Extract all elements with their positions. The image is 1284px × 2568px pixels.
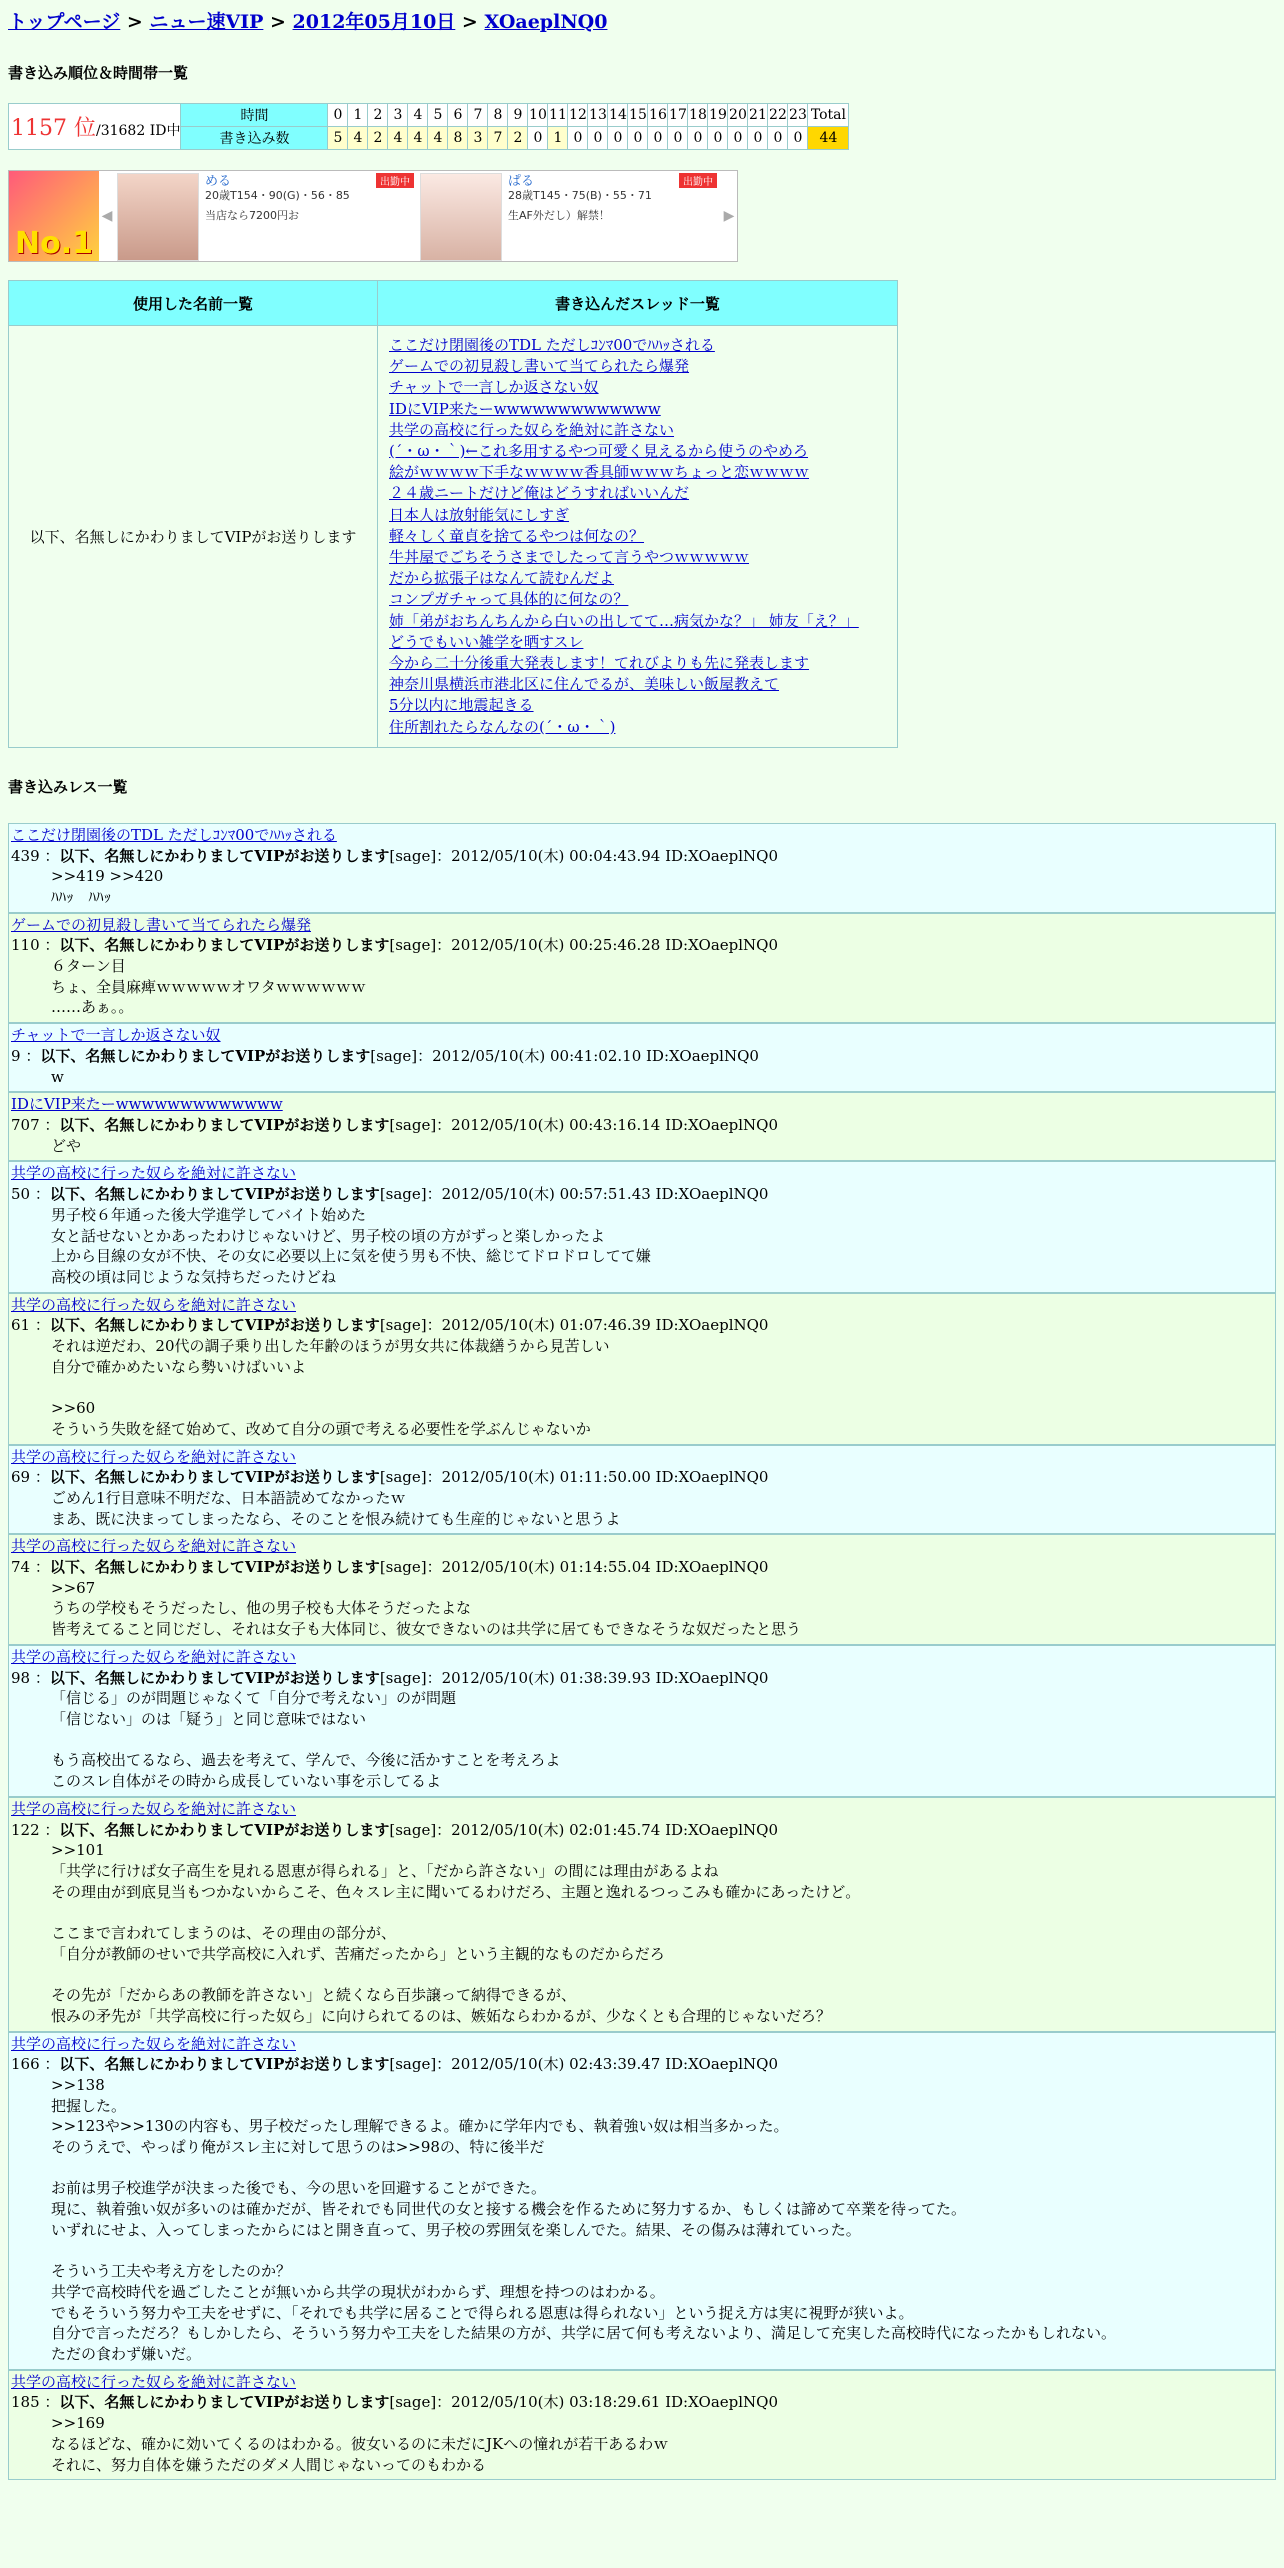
post-meta: [sage]：2012/05/10(木) 00:41:02.10 ID:XOaeplNQ0 xyxy=(370,1046,759,1065)
post xyxy=(8,1534,1276,1645)
breadcrumb-separator: > xyxy=(120,11,150,33)
post-thread-link[interactable]: ゲームでの初見殺し書いて当てられたら爆発 xyxy=(11,915,312,934)
thread-list-cell xyxy=(378,326,898,748)
post-meta: [sage]：2012/05/10(木) 00:57:51.43 ID:XOaeplNQ0 xyxy=(379,1185,769,1204)
post-author: 以下、名無しにかわりましてVIPがお送りします xyxy=(59,2393,390,2412)
post-author: 以下、名無しにかわりましてVIPがお送りします xyxy=(59,1820,390,1839)
hour-count: 0 xyxy=(788,127,808,150)
post-number: 69 xyxy=(11,1468,31,1487)
hour-count: 0 xyxy=(748,127,768,150)
post-thread-link[interactable]: 共学の高校に行った奴らを絶対に許さない xyxy=(11,1164,297,1183)
post-meta: [sage]：2012/05/10(木) 00:04:43.94 ID:XOaeplNQ0 xyxy=(389,846,779,865)
post-body: w xyxy=(51,1067,64,1086)
post-list xyxy=(8,823,1276,2480)
thread-link[interactable]: 絵がｗｗｗｗ下手なｗｗｗｗ香具師ｗｗｗちょっと恋ｗｗｗｗ xyxy=(389,463,810,482)
post-thread-link[interactable]: 共学の高校に行った奴らを絶対に許さない xyxy=(11,1295,297,1314)
post-author: 以下、名無しにかわりましてVIPがお送りします xyxy=(49,1316,380,1335)
post-meta: [sage]：2012/05/10(木) 02:43:39.47 ID:XOaeplNQ0 xyxy=(389,2055,779,2074)
hour-count: 0 xyxy=(648,127,668,150)
hour-count: 0 xyxy=(708,127,728,150)
hour-count: 7 xyxy=(488,127,508,150)
post-body: >>67 うちの学校もそうだったし、他の男子校も大体そうだったよな 皆考えてること同じだし、それは女子も大体同じ、彼女できないのは共学に居てもできなそうな奴だったと思う xyxy=(51,1578,802,1639)
post-author: 以下、名無しにかわりましてVIPがお送りします xyxy=(49,1185,380,1204)
hour-count: 2 xyxy=(508,127,528,150)
post-body: >>101 「共学に行けば女子高生を見れる恩恵が得られる」と、「だから許さない」の間には理由があるよね その理由が到底見当もつかないからこそ、色々スレ主に聞いてるわけだろ、主題と逸れるつっこみも確かにあったけど。 ここまで言われてしまうのは、その理由の部分が、 「自分が教師のせいで共学高校に入れず、苦痛だったから」という主観的なものだからだろ その先が「だからあの教師を許さない」と続くなら百歩譲って納得できるが、 恨みの矛先が「共学高校に行った奴ら」に向けられてるのは、嫉妬ならわかるが、少なくとも合理的じゃないだろ？ xyxy=(51,1841,861,2025)
post-meta: [sage]：2012/05/10(木) 02:01:45.74 ID:XOaeplNQ0 xyxy=(389,1820,779,1839)
hour-header: 7 xyxy=(468,104,488,127)
hour-header: 22 xyxy=(768,104,788,127)
post-body: それは逆だわ、20代の調子乗り出した年齢のほうが男女共に体裁繕うから見苦しい 自分で確かめたいなら勢いけばいいよ >>60 そういう失敗を経て始めて、改めて自分の頭で考える必要性を学ぶんじゃないか xyxy=(51,1337,610,1438)
post-meta: [sage]：2012/05/10(木) 01:38:39.93 ID:XOaeplNQ0 xyxy=(379,1668,769,1687)
hour-count: 8 xyxy=(448,127,468,150)
hour-header: 19 xyxy=(708,104,728,127)
ad-logo-text: No.1 xyxy=(15,226,93,261)
hour-header: 21 xyxy=(748,104,768,127)
hour-count: 0 xyxy=(688,127,708,150)
hour-header: 5 xyxy=(428,104,448,127)
breadcrumb-board-link[interactable]: ニュー速VIP xyxy=(149,11,264,33)
hours-label: 時間 xyxy=(181,104,328,127)
hour-header: 0 xyxy=(328,104,348,127)
chevron-left-icon[interactable]: ◀ xyxy=(101,208,113,224)
post-body: 「信じる」のが問題じゃなくて「自分で考えない」のが問題 「信じない」のは「疑う」と同じ意味ではない もう高校出てるなら、過去を考えて、学んで、今後に活かすことを考えろよ このスレ自体がその時から成長していない事を示してるよ xyxy=(51,1689,561,1791)
hour-count: 0 xyxy=(568,127,588,150)
ad-card-stats: 20歳T154・90(G)・56・85 xyxy=(205,189,350,202)
ad-card[interactable] xyxy=(418,171,721,261)
post xyxy=(8,913,1276,1024)
post-author: 以下、名無しにかわりましてVIPがお送りします xyxy=(49,1668,380,1687)
post-header: 9 ：以下、名無しにかわりましてVIPがお送りします[sage]：2012/05/10(木) 00:41:02.10 ID:XOaeplNQ0 xyxy=(11,1046,759,1065)
thread-link[interactable]: IDにVIP来たーwwwwwwwwwwwww xyxy=(389,399,661,418)
post xyxy=(8,1161,1276,1292)
thread-link[interactable]: 日本人は放射能気にしすぎ xyxy=(389,505,570,524)
names-threads-table xyxy=(8,280,898,748)
post-body: >>138 把握した。 >>123や>>130の内容も、男子校だったし理解できるよ。確かに学年内でも、執着強い奴は相当多かった。 そのうえで、やっぱり俺がスレ主に対して思うのは>>98の、特に後半だ お前は男子校進学が決まった後でも、今の思いを回避することができた。 現に、執着強い奴が多いのは確かだが、皆それでも同世代の女と接する機会を作るために努力するか、もしくは諦めて卒業を待ってた。 いずれにせよ、入ってしまったからにはと開き直って、男子校の雰囲気を楽しんでた。結果、その傷みは薄れていった。 そういう工夫や考え方をしたのか？ 共学で高校時代を過ごしたことが無いから共学の現状がわからず、理想を持つのはわかる。 でもそういう努力や工夫をせずに、「それでも共学に居ることで得られる恩恵は得られない」という捉え方は実に視野が狭いよ。 自分で言っただろ？もしかしたら、そういう努力や工夫をした結果の方が、共学に居て何も考えないより、満足して充実した高校時代になったかもしれない。 ただの食わず嫌いだ。 xyxy=(51,2075,1117,2364)
hour-header: 23 xyxy=(788,104,808,127)
names-header: 使用した名前一覧 xyxy=(9,281,378,326)
thread-link[interactable]: ここだけ閉園後のTDL ただしｺﾝﾏ00でﾊﾊｯされる xyxy=(389,336,715,354)
post-header: 69 ：以下、名無しにかわりましてVIPがお送りします[sage]：2012/05/10(木) 01:11:50.00 ID:XOaeplNQ0 xyxy=(11,1468,769,1487)
post-thread-link[interactable]: 共学の高校に行った奴らを絶対に許さない xyxy=(11,1537,297,1556)
post xyxy=(8,1023,1276,1092)
post-thread-link[interactable]: 共学の高校に行った奴らを絶対に許さない xyxy=(11,1647,297,1666)
post-thread-link[interactable]: 共学の高校に行った奴らを絶対に許さない xyxy=(11,1799,297,1818)
post-header: 122 ：以下、名無しにかわりましてVIPがお送りします[sage]：2012/05/10(木) 02:01:45.74 ID:XOaeplNQ0 xyxy=(11,1820,779,1839)
section-title-posts: 書き込みレス一覧 xyxy=(8,777,128,796)
post-meta: [sage]：2012/05/10(木) 00:25:46.28 ID:XOaeplNQ0 xyxy=(389,936,779,955)
ad-banner[interactable] xyxy=(8,170,738,262)
rank-position: 1157 位 xyxy=(11,116,96,141)
thread-link[interactable]: 神奈川県横浜市港北区に住んでるが、美味しい飯屋教えて xyxy=(389,675,780,694)
thread-link[interactable]: 今から二十分後重大発表します！てれびよりも先に発表します xyxy=(389,654,810,673)
hour-count: 0 xyxy=(668,127,688,150)
post-number: 110 xyxy=(11,936,40,955)
post-body: >>169 なるほどな、確かに効いてくるのはわかる。彼女いるのに未だにJKへの憧れが若干あるわｗ それに、努力自体を嫌うただのダメ人間じゃないってのもわかる xyxy=(51,2414,669,2474)
post-header: 707 ：以下、名無しにかわりましてVIPがお送りします[sage]：2012/05/10(木) 00:43:16.14 ID:XOaeplNQ0 xyxy=(11,1116,779,1134)
post-number: 166 xyxy=(11,2055,40,2074)
hour-count: 0 xyxy=(608,127,628,150)
breadcrumb-id-link[interactable]: XOaeplNQ0 xyxy=(484,11,608,33)
post-meta: [sage]：2012/05/10(木) 01:07:46.39 ID:XOaeplNQ0 xyxy=(379,1316,769,1335)
hour-header: 14 xyxy=(608,104,628,127)
thread-link[interactable]: 軽々しく童貞を捨てるやつは何なの？ xyxy=(389,526,645,545)
hour-header: 11 xyxy=(548,104,568,127)
post-meta: [sage]：2012/05/10(木) 00:43:16.14 ID:XOaeplNQ0 xyxy=(389,1116,779,1134)
post xyxy=(8,2032,1276,2370)
post-meta: [sage]：2012/05/10(木) 03:18:29.61 ID:XOaeplNQ0 xyxy=(389,2393,779,2412)
hour-header: 13 xyxy=(588,104,608,127)
hour-count: 0 xyxy=(588,127,608,150)
post-header: 439 ：以下、名無しにかわりましてVIPがお送りします[sage]：2012/05/10(木) 00:04:43.94 ID:XOaeplNQ0 xyxy=(11,846,779,865)
hour-count: 4 xyxy=(428,127,448,150)
hour-header: 12 xyxy=(568,104,588,127)
ad-card-desc: 生AF外だし）解禁！ xyxy=(508,209,610,222)
breadcrumb-separator: > xyxy=(455,11,485,33)
post-author: 以下、名無しにかわりましてVIPがお送りします xyxy=(59,936,390,955)
thread-list xyxy=(379,327,896,746)
post-number: 98 xyxy=(11,1668,31,1687)
ad-card-stats: 28歳T145・75(B)・55・71 xyxy=(508,189,652,202)
rank-cell xyxy=(9,104,181,150)
post xyxy=(8,1445,1276,1535)
count-label: 書き込み数 xyxy=(181,127,328,150)
breadcrumb xyxy=(8,8,1276,36)
post-body: どや xyxy=(51,1136,82,1155)
ad-photo xyxy=(117,173,199,261)
post xyxy=(8,1293,1276,1445)
hour-header: 18 xyxy=(688,104,708,127)
breadcrumb-date-link[interactable]: 2012年05月10日 xyxy=(292,11,456,33)
thread-link[interactable]: どうでもいい雑学を晒すスレ xyxy=(389,632,584,651)
hour-count: 5 xyxy=(328,127,348,150)
thread-link[interactable]: 共学の高校に行った奴らを絶対に許さない xyxy=(389,420,675,439)
post-thread-link[interactable]: ここだけ閉園後のTDL ただしｺﾝﾏ00でﾊﾊｯされる xyxy=(11,825,337,844)
post-number: 122 xyxy=(11,1820,40,1839)
breadcrumb-separator: > xyxy=(263,11,293,33)
thread-link[interactable]: チャットで一言しか返さない奴 xyxy=(389,378,599,397)
name-cell: 以下、名無しにかわりましてVIPがお送りします xyxy=(9,326,378,748)
hour-header: 8 xyxy=(488,104,508,127)
post-author: 以下、名無しにかわりましてVIPがお送りします xyxy=(59,1116,390,1134)
thread-link[interactable]: コンプガチャって具体的に何なの？ xyxy=(389,590,629,609)
hour-count: 0 xyxy=(768,127,788,150)
hour-header: 1 xyxy=(348,104,368,127)
hour-count: 4 xyxy=(408,127,428,150)
hour-count: 4 xyxy=(348,127,368,150)
ad-card-desc: 当店なら7200円お xyxy=(205,209,299,222)
hour-count: 3 xyxy=(468,127,488,150)
post-author: 以下、名無しにかわりましてVIPがお送りします xyxy=(59,846,390,865)
post-number: 9 xyxy=(11,1046,21,1065)
thread-link[interactable]: 牛丼屋でごちそうさまでしたって言うやつｗｗｗｗｗ xyxy=(389,548,750,567)
post-header: 110 ：以下、名無しにかわりましてVIPがお送りします[sage]：2012/05/10(木) 00:25:46.28 ID:XOaeplNQ0 xyxy=(11,936,779,955)
post-header: 185 ：以下、名無しにかわりましてVIPがお送りします[sage]：2012/05/10(木) 03:18:29.61 ID:XOaeplNQ0 xyxy=(11,2393,779,2412)
post-thread-link[interactable]: 共学の高校に行った奴らを絶対に許さない xyxy=(11,1447,297,1466)
hour-header: 6 xyxy=(448,104,468,127)
post-header: 50 ：以下、名無しにかわりましてVIPがお送りします[sage]：2012/05/10(木) 00:57:51.43 ID:XOaeplNQ0 xyxy=(11,1185,769,1204)
thread-link[interactable]: 5分以内に地震起きる xyxy=(389,696,534,715)
hour-count: 0 xyxy=(728,127,748,150)
post-thread-link[interactable]: IDにVIP来たーwwwwwwwwwwwww xyxy=(11,1095,283,1114)
post-thread-link[interactable]: チャットで一言しか返さない奴 xyxy=(11,1026,221,1045)
thread-link[interactable]: 住所割れたらなんなの(´・ω・｀) xyxy=(389,717,616,736)
hour-count: 0 xyxy=(628,127,648,150)
rank-total: /31682 ID中 xyxy=(95,123,181,139)
post xyxy=(8,1092,1276,1161)
hourly-post-table xyxy=(8,103,849,150)
hour-header: 17 xyxy=(668,104,688,127)
post xyxy=(8,1797,1276,2032)
post xyxy=(8,1645,1276,1797)
status-badge: 出勤中 xyxy=(679,173,717,188)
post-author: 以下、名無しにかわりましてVIPがお送りします xyxy=(49,1558,380,1577)
post-meta: [sage]：2012/05/10(木) 01:11:50.00 ID:XOaeplNQ0 xyxy=(379,1468,769,1487)
hour-count: 1 xyxy=(548,127,568,150)
post-number: 50 xyxy=(11,1185,31,1204)
hour-header: 16 xyxy=(648,104,668,127)
post-body: 男子校６年通った後大学進学してバイト始めた 女と話せないとかあったわけじゃないけど、男子校の頃の方がずっと楽しかったよ 上から目線の女が不快、その女に必要以上に気を使う男も不快、総じてドロドロしてて嫌 高校の頃は同じような気持ちだったけどね xyxy=(51,1205,651,1286)
post-header: 61 ：以下、名無しにかわりましてVIPがお送りします[sage]：2012/05/10(木) 01:07:46.39 ID:XOaeplNQ0 xyxy=(11,1316,769,1335)
ad-photo xyxy=(420,173,502,261)
section-title-ranking: 書き込み順位＆時間帯一覧 xyxy=(8,64,189,82)
post xyxy=(8,2370,1276,2481)
thread-link[interactable]: (´・ω・｀)←これ多用するやつ可愛く見えるから使うのやめろ xyxy=(389,442,809,461)
post-meta: [sage]：2012/05/10(木) 01:14:55.04 ID:XOaeplNQ0 xyxy=(379,1558,769,1577)
post-author: 以下、名無しにかわりましてVIPがお送りします xyxy=(59,2055,390,2074)
hour-header: 20 xyxy=(728,104,748,127)
ad-logo[interactable] xyxy=(9,171,99,261)
breadcrumb-top-link[interactable]: トップページ xyxy=(8,11,121,33)
post-header: 74 ：以下、名無しにかわりましてVIPがお送りします[sage]：2012/05/10(木) 01:14:55.04 ID:XOaeplNQ0 xyxy=(11,1558,769,1577)
post-author: 以下、名無しにかわりましてVIPがお送りします xyxy=(49,1468,380,1487)
post-number: 74 xyxy=(11,1558,31,1577)
post-number: 185 xyxy=(11,2393,40,2412)
post-number: 439 xyxy=(11,846,40,865)
hour-header: 15 xyxy=(628,104,648,127)
post-thread-link[interactable]: 共学の高校に行った奴らを絶対に許さない xyxy=(11,2372,297,2391)
chevron-right-icon[interactable]: ▶ xyxy=(723,208,735,224)
ad-card[interactable] xyxy=(115,171,418,261)
post-author: 以下、名無しにかわりましてVIPがお送りします xyxy=(40,1046,371,1065)
post-number: 61 xyxy=(11,1316,31,1335)
ad-card-name: ぱる xyxy=(508,174,535,189)
post-body: ごめん1行目意味不明だな、日本語読めてなかったｗ まあ、既に決まってしまったなら、そのことを恨み続けても生産的じゃないと思うよ xyxy=(51,1488,621,1528)
hour-count: 2 xyxy=(368,127,388,150)
post-thread-link[interactable]: 共学の高校に行った奴らを絶対に許さない xyxy=(11,2034,297,2053)
hour-header: 4 xyxy=(408,104,428,127)
hour-header: 3 xyxy=(388,104,408,127)
thread-link[interactable]: ゲームでの初見殺し書いて当てられたら爆発 xyxy=(389,357,690,376)
thread-link[interactable]: ２４歳ニートだけど俺はどうすればいいんだ xyxy=(389,484,690,503)
hour-header: 9 xyxy=(508,104,528,127)
total-count: 44 xyxy=(808,127,849,150)
status-badge: 出勤中 xyxy=(376,173,414,188)
post xyxy=(8,823,1276,913)
hour-header: 10 xyxy=(528,104,548,127)
thread-link[interactable]: だから拡張子はなんて読むんだよ xyxy=(389,569,615,588)
threads-header: 書き込んだスレッド一覧 xyxy=(378,281,898,326)
thread-link[interactable]: 姉「弟がおちんちんから白いの出してて…病気かな？」 姉友「え？」 xyxy=(389,611,859,630)
ad-card-name: める xyxy=(205,174,232,189)
hour-count: 0 xyxy=(528,127,548,150)
post-header: 98 ：以下、名無しにかわりましてVIPがお送りします[sage]：2012/05/10(木) 01:38:39.93 ID:XOaeplNQ0 xyxy=(11,1668,769,1687)
hour-count: 4 xyxy=(388,127,408,150)
post-header: 166 ：以下、名無しにかわりましてVIPがお送りします[sage]：2012/05/10(木) 02:43:39.47 ID:XOaeplNQ0 xyxy=(11,2055,779,2074)
hour-header: 2 xyxy=(368,104,388,127)
post-body: >>419 >>420 ﾊﾊｯ ﾊﾊｯ xyxy=(51,867,164,906)
total-header: Total xyxy=(808,104,849,127)
post-body: ６ターン目 ちょ、全員麻痺ｗｗｗｗｗオワタｗｗｗｗｗｗ ……あぁ。。 xyxy=(51,957,366,1017)
post-number: 707 xyxy=(11,1116,40,1134)
